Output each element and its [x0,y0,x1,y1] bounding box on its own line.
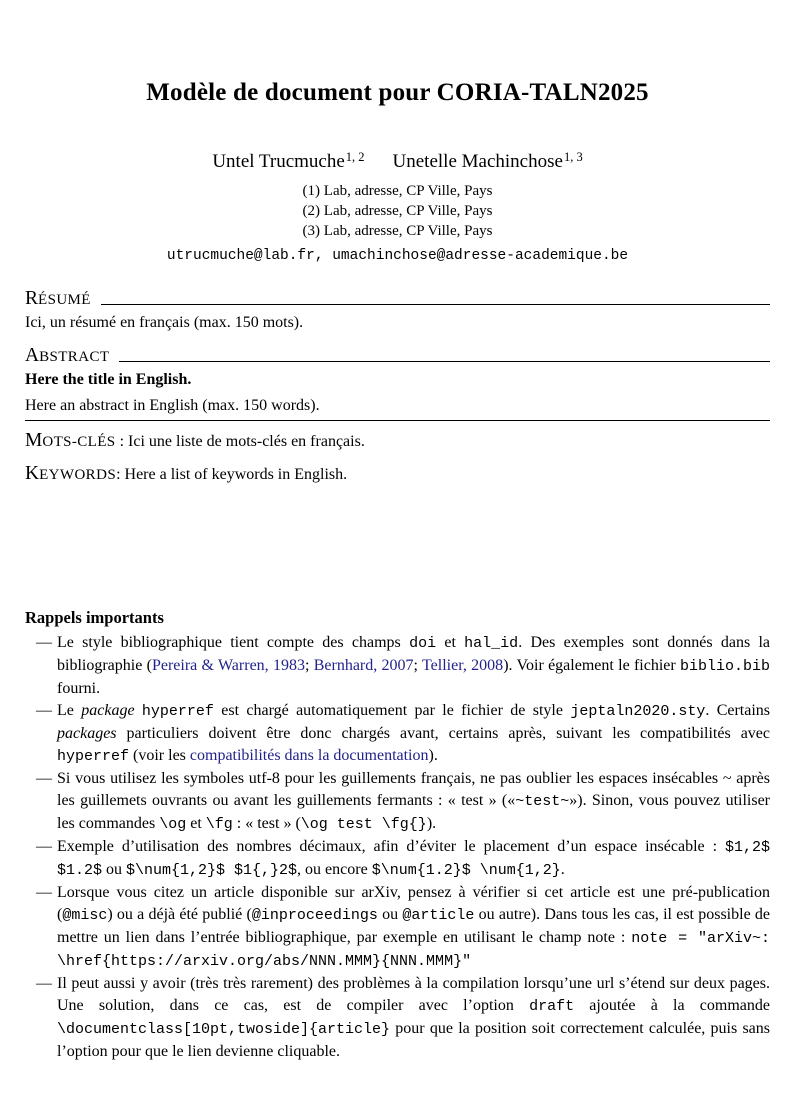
text-segment: draft [529,998,575,1015]
text-segment: . Des exemples sont donnés dans la bibliographie ( [57,634,771,674]
text-segment: hyperref [57,748,130,765]
text-segment: particuliers doivent être donc chargés avant, certains après, suivant les compatibilités avec [116,725,770,742]
bullet-dash: — [36,975,52,992]
text-segment: \og test \fg{} [300,816,427,833]
emails-line: utrucmuche@lab.fr, umachinchose@adresse-academique.be [166,248,629,264]
resume-rule [101,288,770,305]
text-segment: ; [413,657,422,674]
motscles-label: MOTS-CLÉS [25,430,116,451]
text-segment: . Certains [705,702,771,719]
rappels-section [25,608,770,1063]
paper-title: Modèle de document pour CORIA-TALN2025 [146,79,649,106]
rappels-heading: Rappels importants [25,608,164,627]
rappels-list [25,632,770,1063]
text-segment: : « test » ( [232,815,301,832]
abstract-label: ABSTRACT [25,345,110,366]
list-item [25,632,770,700]
text-segment: \og [159,816,187,833]
text-segment: hal_id [464,635,519,652]
text-segment: ou autre). Dans tous les cas, il est possible de mettre un lien dans l’entrée bibliographique, par exemple en utilisant le champ note : [57,906,771,946]
text-segment: packages [57,725,117,742]
bullet-dash: — [36,838,52,855]
text-segment: Si vous utilisez les symboles utf-8 pour les guillements français, ne pas oublier les espaces insécables ~ après les guillemets ouvrants ou avant les guillements fermants : « test » (« [57,770,770,809]
bullet-dash: — [36,884,52,901]
text-segment: (voir les [129,747,190,764]
bullet-dash: — [36,634,52,651]
text-segment: Exemple d’utilisation des nombres décimaux, afin d’éviter le placement d’un espace insécable : [57,838,725,855]
text-segment: @misc [62,907,108,924]
english-abstract: Here an abstract in English (max. 150 words). [25,397,770,421]
text-segment: ~test~ [515,793,570,810]
text-segment: @inproceedings [251,907,378,924]
text-segment: et [186,815,206,832]
resume-label: RÉSUMÉ [25,288,91,309]
text-segment: ou [102,861,127,878]
text-segment: @article [402,907,475,924]
author-2-affiliation-superscript: 1, 3 [563,150,583,165]
text-segment: doi [409,635,437,652]
author-2-name: Unetelle Machinchose [392,151,563,172]
text-segment: , ou encore [297,861,372,878]
english-title: Here the title in English. [25,371,192,388]
keywords-separator: : [116,466,125,483]
text-segment: ajoutée à la commande [574,997,771,1014]
text-segment: $\num{1.2}$ \num{1,2} [371,862,561,879]
author-1-affiliation-superscript: 1, 2 [345,150,365,165]
author-1-name: Untel Trucmuche [212,151,345,172]
keywords-text: Here a list of keywords in English. [124,466,348,483]
text-segment: Le [57,702,82,719]
text-segment: ou [377,906,403,923]
affiliation-line-3: (3) Lab, adresse, CP Ville, Pays [302,223,493,239]
resume-text: Ici, un résumé en français (max. 150 mots). [25,314,304,331]
text-segment: ). [426,815,437,832]
inline-link[interactable]: Bernhard, 2007 [313,657,414,674]
bullet-dash: — [36,770,52,787]
text-segment: $1,2$ $1.2$ [57,839,770,879]
abstract-rule [119,345,770,362]
text-segment: fourni. [57,680,101,697]
text-segment: pour que la position soit correctement calculée, puis sans l’option pour que le lien devienne cliquable. [57,1020,770,1060]
text-segment: jeptaln2020.sty [570,703,706,720]
text-segment: biblio.bib [680,658,771,675]
abstract-section-header [25,345,770,367]
motscles-text: Ici une liste de mots-clés en français. [128,433,365,450]
text-segment: ). [428,747,438,764]
motscles-row [25,430,770,453]
abstract-block [25,288,770,486]
keywords-label: KEYWORDS [25,463,117,484]
text-segment: note = "arXiv~: \href{https://arxiv.org/abs/NNN.MMM}{NNN.MMM}" [57,930,770,970]
text-segment: $\num{1,2}$ $1{,}2$ [126,862,298,879]
affiliation-line-1: (1) Lab, adresse, CP Ville, Pays [302,183,493,199]
affiliations-block [25,181,770,241]
author-1 [212,151,364,172]
affiliation-line-2: (2) Lab, adresse, CP Ville, Pays [302,203,493,219]
resume-section-header [25,288,770,310]
text-segment: hyperref [141,703,214,720]
list-item [25,768,770,836]
text-segment: et [436,634,465,651]
author-2 [393,151,583,172]
text-segment: ; [304,657,314,674]
text-segment [135,702,142,719]
list-item [25,700,770,768]
text-segment: package [81,702,135,719]
authors-line [25,150,770,175]
keywords-row [25,463,770,486]
list-item [25,973,770,1063]
list-item [25,836,770,882]
text-segment: Lorsque vous citez un article disponible sur arXiv, pensez à vérifier si cet article est une pré-publication ( [57,884,770,923]
text-segment: \fg [205,816,233,833]
inline-link[interactable]: Tellier, 2008 [422,657,504,674]
motscles-separator: : [115,433,129,450]
text-segment: Il peut aussi y avoir (très très rarement) des problèmes à la compilation lorsqu’une url s’étend sur deux pages. Une solution, dans ce cas, est de compiler avec l’option [57,975,770,1014]
inline-link[interactable]: compatibilités dans la documentation [189,747,429,764]
text-segment: »). Sinon, vous pouvez utiliser les commandes [57,792,771,832]
list-item [25,882,770,973]
text-segment: est chargé automatiquement par le fichier de style [213,702,571,719]
text-segment: ) ou a déjà été publié ( [107,906,252,923]
text-segment: ). Voir également le fichier [503,657,681,674]
inline-link[interactable]: Pereira & Warren, 1983 [151,657,305,674]
text-segment: \documentclass[10pt,twoside]{article} [57,1021,391,1038]
text-segment: Le style bibliographique tient compte des champs [57,634,410,651]
bullet-dash: — [36,702,52,719]
text-segment: . [560,861,565,878]
